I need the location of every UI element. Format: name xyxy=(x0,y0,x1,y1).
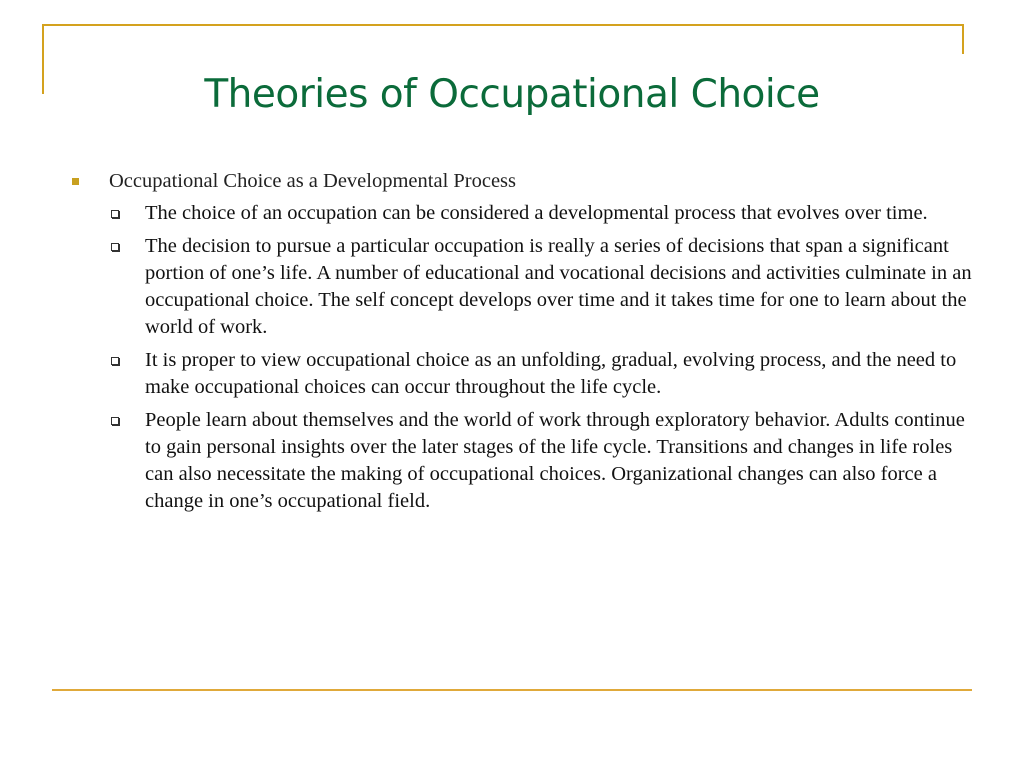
sub-bullet-text: People learn about themselves and the world of work through exploratory behavior. Adults continue to gain personal insights over the later stages of the life cycle. Transitions and changes in life roles can also necessitate the making of occupational choices. Organizational changes can also force a change in one’s occupational field. xyxy=(145,409,965,512)
checkbox-bullet-icon xyxy=(111,210,119,218)
checkbox-bullet-icon xyxy=(111,357,119,365)
frame-right-rule xyxy=(962,24,964,54)
checkbox-bullet-icon xyxy=(111,243,119,251)
heading-bullet xyxy=(70,168,980,195)
slide-title: Theories of Occupational Choice xyxy=(204,72,820,117)
sub-bullet-item xyxy=(70,200,980,227)
sub-bullet-list xyxy=(70,200,980,515)
heading-bullet-text: Occupational Choice as a Developmental Process xyxy=(109,170,517,192)
sub-bullet-item xyxy=(70,407,980,515)
sub-bullet-text: The choice of an occupation can be considered a developmental process that evolves over time. xyxy=(145,202,928,224)
sub-bullet-text: The decision to pursue a particular occupation is really a series of decisions that span a significant portion of one’s life. A number of educational and vocational decisions and activities culminate in an occupational choice. The self concept develops over time and it takes time for one to learn about the world of work. xyxy=(145,235,972,338)
checkbox-bullet-icon xyxy=(111,417,119,425)
frame-bottom-rule xyxy=(52,689,972,691)
sub-bullet-item xyxy=(70,233,980,341)
sub-bullet-item xyxy=(70,347,980,401)
square-bullet-icon xyxy=(72,178,79,185)
frame-top-rule xyxy=(42,24,964,26)
sub-bullet-text: It is proper to view occupational choice as an unfolding, gradual, evolving process, and the need to make occupational choices can occur throughout the life cycle. xyxy=(145,349,957,398)
slide-content xyxy=(70,168,980,521)
